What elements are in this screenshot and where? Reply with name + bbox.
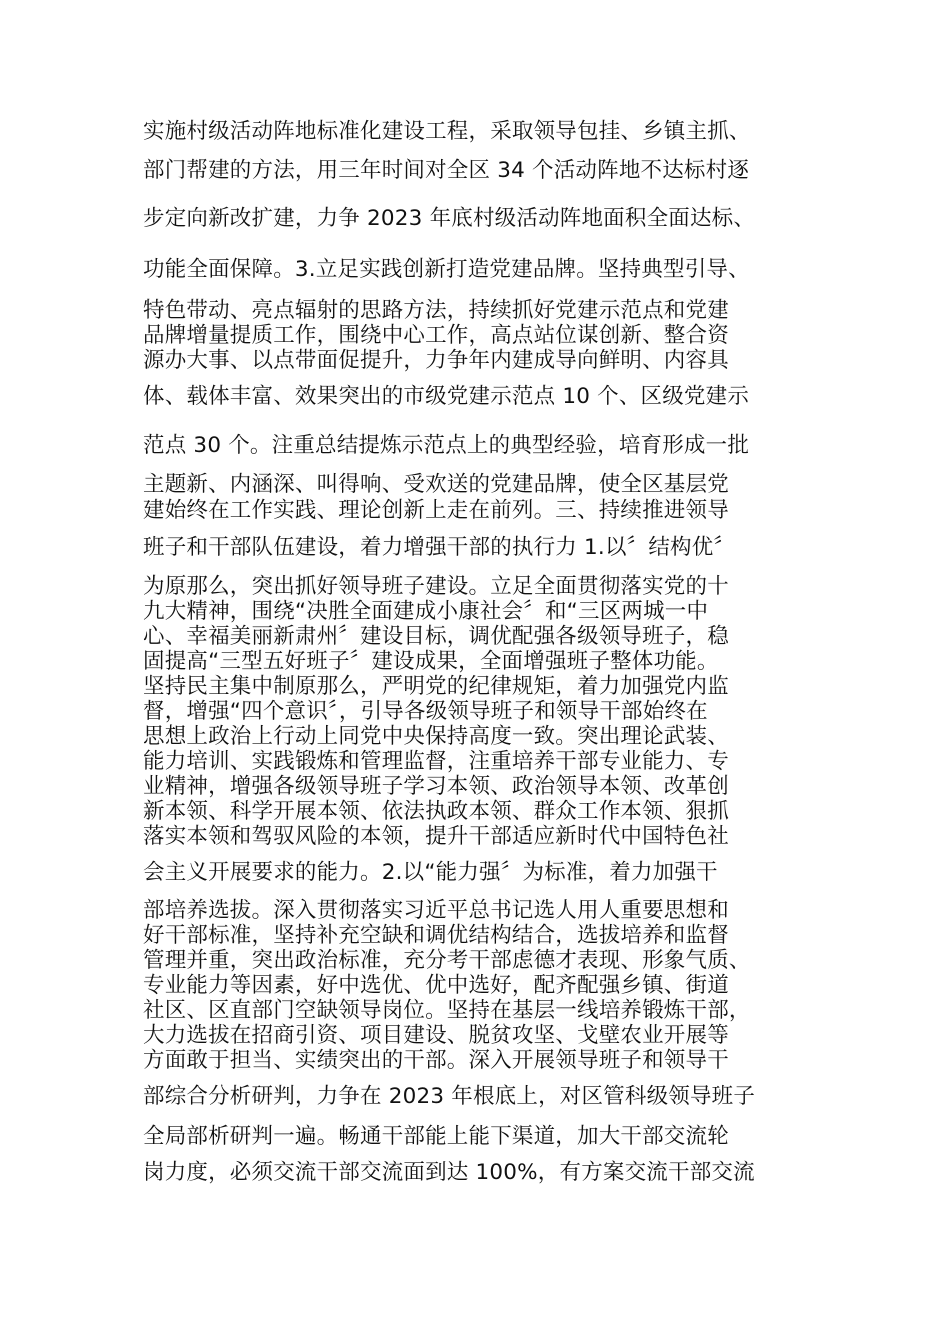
text-line: 固提高“三型五好班子〞建设成果，全面增强班子整体功能。 <box>143 649 719 674</box>
text-line: 好干部标准，坚持补充空缺和调优结构结合，选拔培养和监督 <box>143 923 729 948</box>
text-line: 能力培训、实践锻炼和管理监督，注重培养干部专业能力、专 <box>143 749 729 774</box>
text-line: 部培养选拔。深入贯彻落实习近平总书记选人用人重要思想和 <box>143 898 729 923</box>
text-line: 品牌增量提质工作，围绕中心工作，高点站位谋创新、整合资 <box>143 323 729 348</box>
text-line: 源办大事、以点带面促提升，力争年内建成导向鲜明、内容具 <box>143 348 729 373</box>
text-line: 范点 30 个。注重总结提炼示范点上的典型经验，培育形成一批 <box>143 433 750 458</box>
text-line: 落实本领和驾驭风险的本领，提升干部适应新时代中国特色社 <box>143 824 729 849</box>
text-line: 会主义开展要求的能力。2.以“能力强〞为标准，着力加强干 <box>143 860 718 885</box>
text-line: 建始终在工作实践、理论创新上走在前列。三、持续推进领导 <box>143 498 729 523</box>
text-line: 功能全面保障。3.立足实践创新打造党建品牌。坚持典型引导、 <box>143 257 750 282</box>
text-line: 体、载体丰富、效果突出的市级党建示范点 10 个、区级党建示 <box>143 384 750 409</box>
text-line: 业精神，增强各级领导班子学习本领、政治领导本领、改革创 <box>143 774 729 799</box>
text-line: 坚持民主集中制原那么，严明党的纪律规矩，着力加强党内监 <box>143 674 729 699</box>
text-line: 新本领、科学开展本领、依法执政本领、群众工作本领、狠抓 <box>143 799 729 824</box>
text-line: 主题新、内涵深、叫得响、受欢送的党建品牌，使全区基层党 <box>143 472 729 497</box>
text-line: 岗力度，必须交流干部交流面到达 100%，有方案交流干部交流 <box>143 1160 755 1185</box>
text-line: 步定向新改扩建，力争 2023 年底村级活动阵地面积全面达标、 <box>143 206 756 231</box>
text-line: 部综合分析研判，力争在 2023 年根底上，对区管科级领导班子 <box>143 1084 756 1109</box>
text-line: 思想上政治上行动上同党中央保持高度一致。突出理论武装、 <box>143 724 729 749</box>
text-line: 实施村级活动阵地标准化建设工程，采取领导包挂、乡镇主抓、 <box>143 119 751 144</box>
text-line: 部门帮建的方法，用三年时间对全区 34 个活动阵地不达标村逐 <box>143 158 750 183</box>
text-line: 班子和干部队伍建设，着力增强干部的执行力 1.以〞结构优〞 <box>143 535 736 560</box>
text-line: 大力选拔在招商引资、项目建设、脱贫攻坚、戈壁农业开展等 <box>143 1023 729 1048</box>
text-line: 九大精神，围绕“决胜全面建成小康社会〞和“三区两城一中 <box>143 599 709 624</box>
text-line: 专业能力等因素，好中选优、优中选好，配齐配强乡镇、街道 <box>143 973 729 998</box>
text-line: 督，增强“四个意识〞，引导各级领导班子和领导干部始终在 <box>143 699 708 724</box>
text-line: 心、幸福美丽新肃州〞建设目标，调优配强各级领导班子，稳 <box>143 624 729 649</box>
text-line: 为原那么，突出抓好领导班子建设。立足全面贯彻落实党的十 <box>143 574 729 599</box>
text-line: 社区、区直部门空缺领导岗位。坚持在基层一线培养锻炼干部， <box>143 998 751 1023</box>
text-line: 方面敢于担当、实绩突出的干部。深入开展领导班子和领导干 <box>143 1048 729 1073</box>
text-line: 特色带动、亮点辐射的思路方法，持续抓好党建示范点和党建 <box>143 298 729 323</box>
text-line: 全局部析研判一遍。畅通干部能上能下渠道，加大干部交流轮 <box>143 1124 729 1149</box>
text-line: 管理并重，突出政治标准，充分考干部虑德才表现、形象气质、 <box>143 948 751 973</box>
